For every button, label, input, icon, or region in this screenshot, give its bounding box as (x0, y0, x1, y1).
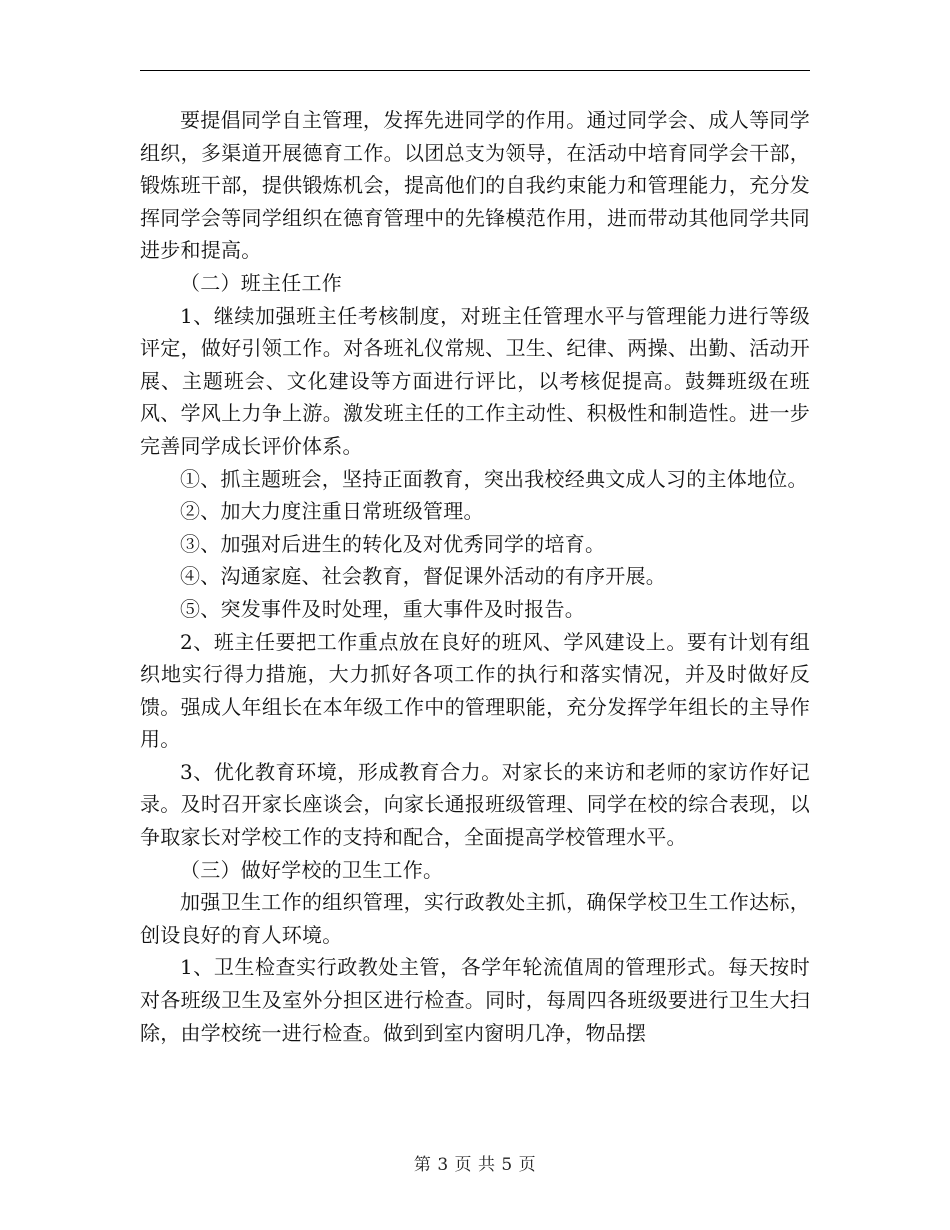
paragraph-education-environment: 3、优化教育环境，形成教育合力。对家长的来访和老师的家访作好记录。及时召开家长座谈会，向家长通报班级管理、同学在校的综合表现，以争取家长对学校工作的支持和配合，全面提高学校管理水平。 (140, 759, 810, 850)
header-rule (140, 70, 810, 71)
page-number-footer: 第 3 页 共 5 页 (413, 1155, 537, 1175)
paragraph-class-style-building: 2、班主任要把工作重点放在良好的班风、学风建设上。要有计划有组织地实行得力措施，大力抓好各项工作的执行和落实情况，并及时做好反馈。强成人年组长在本年级工作中的管理职能，充分发挥学年组长的主导作用。 (140, 629, 810, 752)
list-item-student-transformation: ③、加强对后进生的转化及对优秀同学的培育。 (180, 531, 606, 556)
paragraph-hygiene-inspection: 1、卫生检查实行政教处主管，各学年轮流值周的管理形式。每天按时对各班级卫生及室外分担区进行检查。同时，每周四各班级要进行卫生大扫除，由学校统一进行检查。做到到室内窗明几净，物品摆 (140, 955, 810, 1045)
list-item-emergency-handling: ⑤、突发事件及时处理，重大事件及时报告。 (180, 596, 585, 621)
list-item-family-communication: ④、沟通家庭、社会教育，督促课外活动的有序开展。 (180, 564, 666, 589)
document-body (140, 104, 810, 1049)
paragraph-assessment-system: 1、继续加强班主任考核制度，对班主任管理水平与管理能力进行等级评定，做好引领工作。对各班礼仪常规、卫生、纪律、两操、出勤、活动开展、主题班会、文化建设等方面进行评比，以考核促提高。鼓舞班级在班风、学风上力争上游。激发班主任的工作主动性、积极性和制造性。进一步完善同学成长评价体系。 (140, 303, 810, 458)
paragraph-self-management: 要提倡同学自主管理，发挥先进同学的作用。通过同学会、成人等同学组织，多渠道开展德育工作。以团总支为领导，在活动中培育同学会干部，锻炼班干部，提供锻炼机会，提高他们的自我约束能力和管理能力，充分发挥同学会等同学组织在德育管理中的先锋模范作用，进而带动其他同学共同进步和提高。 (140, 108, 810, 263)
section-heading-head-teacher-work: （二）班主任工作 (180, 270, 342, 295)
list-item-daily-management: ②、加大力度注重日常班级管理。 (180, 499, 484, 524)
paragraph-hygiene-management: 加强卫生工作的组织管理，实行政教处主抓，确保学校卫生工作达标，创设良好的育人环境。 (140, 890, 810, 947)
list-item-theme-class-meeting: ①、抓主题班会，坚持正面教育，突出我校经典文成人习的主体地位。 (180, 466, 808, 491)
section-heading-hygiene-work: （三）做好学校的卫生工作。 (180, 857, 444, 882)
